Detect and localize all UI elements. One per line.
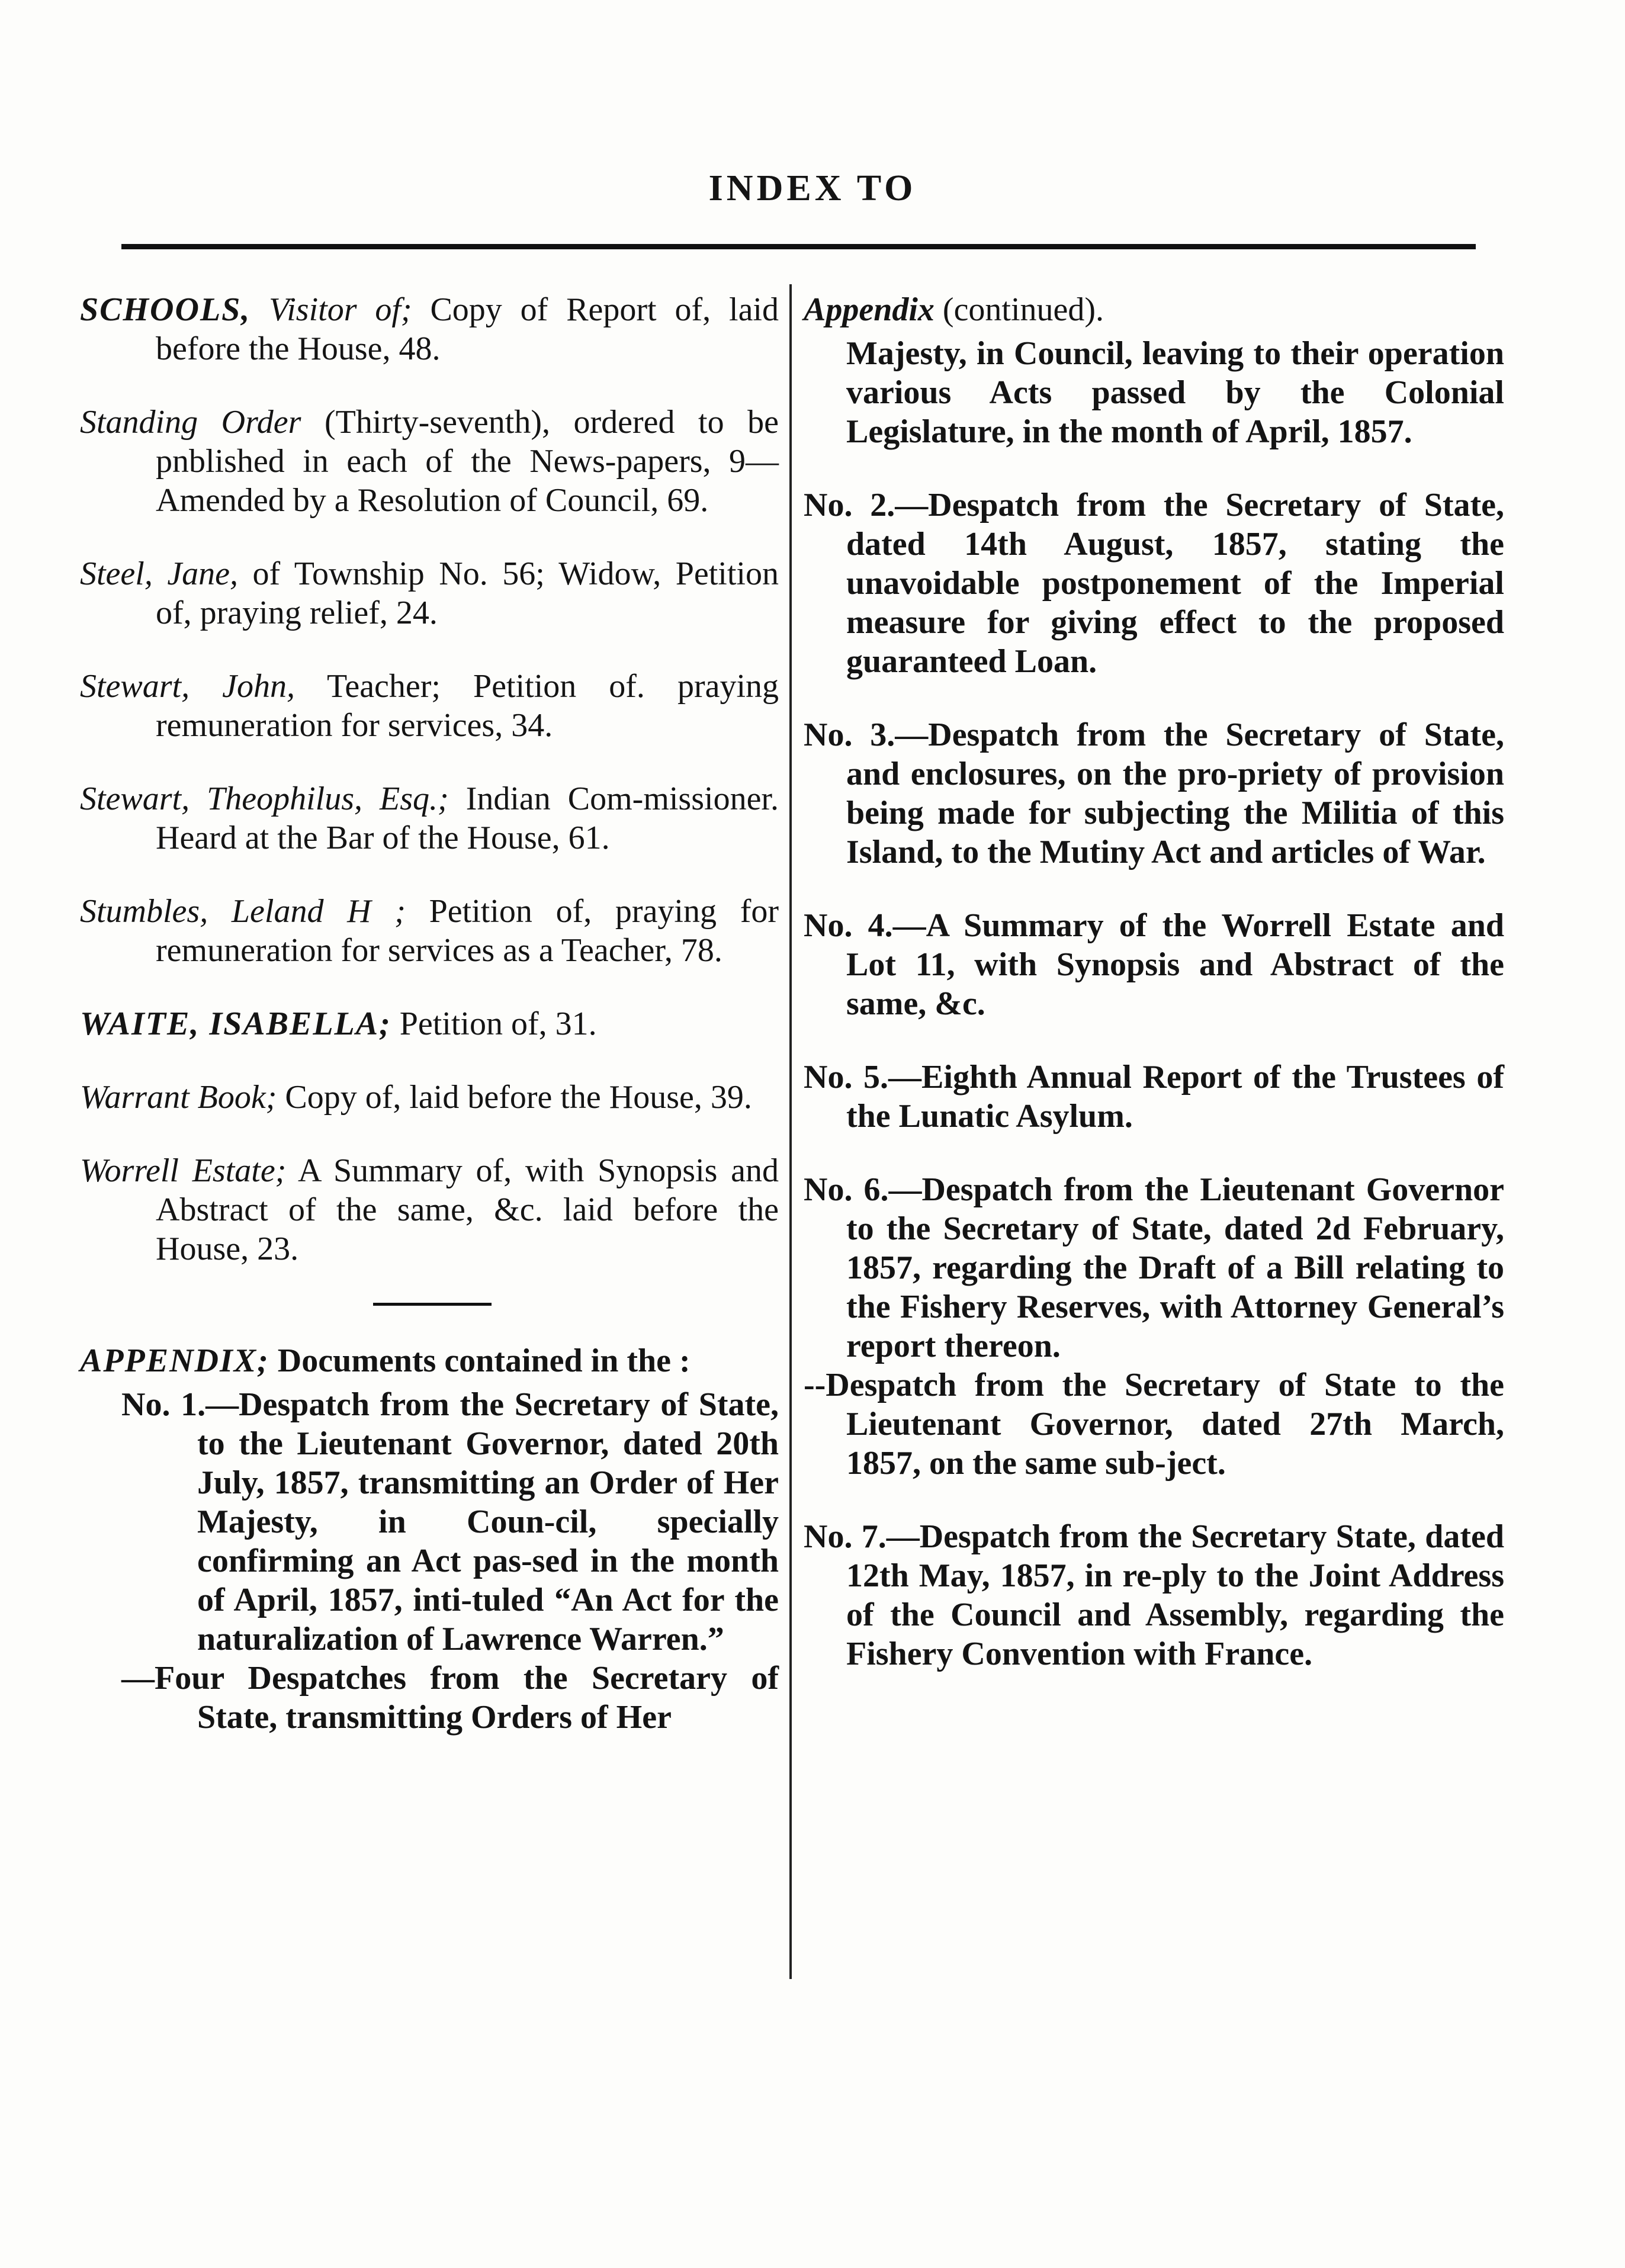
appendix-item-1b: —Four Despatches from the Secretary of State, transmitting Orders of Her [121, 1660, 779, 1736]
entry-heading: Stumbles, Leland H ; [80, 893, 406, 930]
appendix-item-7: No. 7.—Despatch from the Secretary State, dated 12th May, 1857, in re-ply to the Joint Address of the Council and Assembly, regarding the Fishery Convention with France. [804, 1518, 1504, 1672]
entry-heading: SCHOOLS, [80, 291, 251, 328]
page-header: INDEX TO [708, 168, 917, 208]
index-entry-standing-order [80, 403, 779, 520]
entry-heading: Stewart, Theophilus, Esq.; [80, 780, 449, 817]
appendix-item-2: No. 2.—Despatch from the Secretary of State, dated 14th August, 1857, stating the unavoidable postponement of the Imperial measure for giving effect to the proposed guaranteed Loan. [804, 487, 1504, 680]
entry-heading: APPENDIX; [80, 1342, 269, 1379]
column-divider [789, 284, 792, 1979]
appendix-item-6b: --Despatch from the Secretary of State to the Lieutenant Governor, dated 27th March, 1857, on the same sub-ject. [804, 1367, 1504, 1482]
entry-heading: Stewart, John, [80, 668, 296, 705]
entry-text: Teacher; Petition of. praying remuneration for services, 34. [156, 668, 779, 744]
index-entry-stewart-theophilus [80, 779, 779, 857]
entry-text: Copy of Report of, laid before the House, 48. [156, 291, 779, 367]
header-rule [121, 244, 1476, 249]
index-entry-warrant-book [80, 1078, 779, 1117]
index-entry-steel [80, 554, 779, 632]
index-entry-worrell-estate [80, 1151, 779, 1268]
entry-heading: Warrant Book; [80, 1079, 277, 1116]
appendix-item-3: No. 3.—Despatch from the Secretary of State, and enclosures, on the pro-priety of provision being made for subjecting the Militia of this Island, to the Mutiny Act and articles of War. [804, 717, 1504, 870]
entry-heading: Steel, Jane, [80, 555, 239, 592]
entry-text: A Summary of, with Synopsis and Abstract of the same, &c. laid before the House, 23. [156, 1152, 779, 1267]
index-entry-stewart-john [80, 667, 779, 745]
appendix-item-1-continued: Majesty, in Council, leaving to their operation various Acts passed by the Colonial Legislature, in the month of April, 1857. [846, 335, 1504, 450]
appendix-item-4: No. 4.—A Summary of the Worrell Estate and Lot 11, with Synopsis and Abstract of the same, &c. [804, 907, 1504, 1022]
entry-heading: Worrell Estate; [80, 1152, 287, 1189]
entry-text: (continued). [934, 291, 1104, 328]
entry-text: Petition of, praying for remuneration for services as a Teacher, 78. [156, 893, 779, 969]
entry-heading: Standing Order [80, 404, 301, 441]
index-entry-appendix [80, 1341, 779, 1380]
index-entry-waite [80, 1004, 779, 1043]
entry-heading: Appendix [804, 291, 934, 328]
index-entry-stumbles [80, 892, 779, 970]
left-column [80, 290, 779, 1737]
entry-text: Petition of, 31. [391, 1005, 597, 1042]
entry-text: Documents contained in the : [269, 1342, 691, 1379]
entry-heading: WAITE, ISABELLA; [80, 1005, 391, 1042]
section-rule [373, 1303, 492, 1306]
appendix-item-5: No. 5.—Eighth Annual Report of the Trustees of the Lunatic Asylum. [804, 1059, 1504, 1135]
entry-subheading: Visitor of; [269, 291, 412, 328]
appendix-continued-heading [804, 290, 1504, 329]
entry-text: of Township No. 56; Widow, Petition of, praying relief, 24. [156, 555, 779, 631]
right-column [804, 290, 1504, 1708]
entry-text: Copy of, laid before the House, 39. [277, 1079, 752, 1116]
appendix-item-1: No. 1.—Despatch from the Secretary of State, to the Lieutenant Governor, dated 20th July, 1857, transmitting an Order of Her Majesty, in Coun-cil, specially confirming an Act pas-sed in the month of April, 1857, inti-tuled “An Act for the naturalization of Lawrence Warren.” [121, 1386, 779, 1657]
entry-text: (Thirty-seventh), ordered to be pnblished in each of the News-papers, 9—Amended by a Resolution of Council, 69. [156, 404, 779, 519]
index-entry-schools [80, 290, 779, 368]
entry-text: Indian Com-missioner. Heard at the Bar of the House, 61. [156, 780, 779, 856]
appendix-item-6: No. 6.—Despatch from the Lieutenant Governor to the Secretary of State, dated 2d February, 1857, regarding the Draft of a Bill relating to the Fishery Reserves, with Attorney General’s report thereon. [804, 1171, 1504, 1364]
